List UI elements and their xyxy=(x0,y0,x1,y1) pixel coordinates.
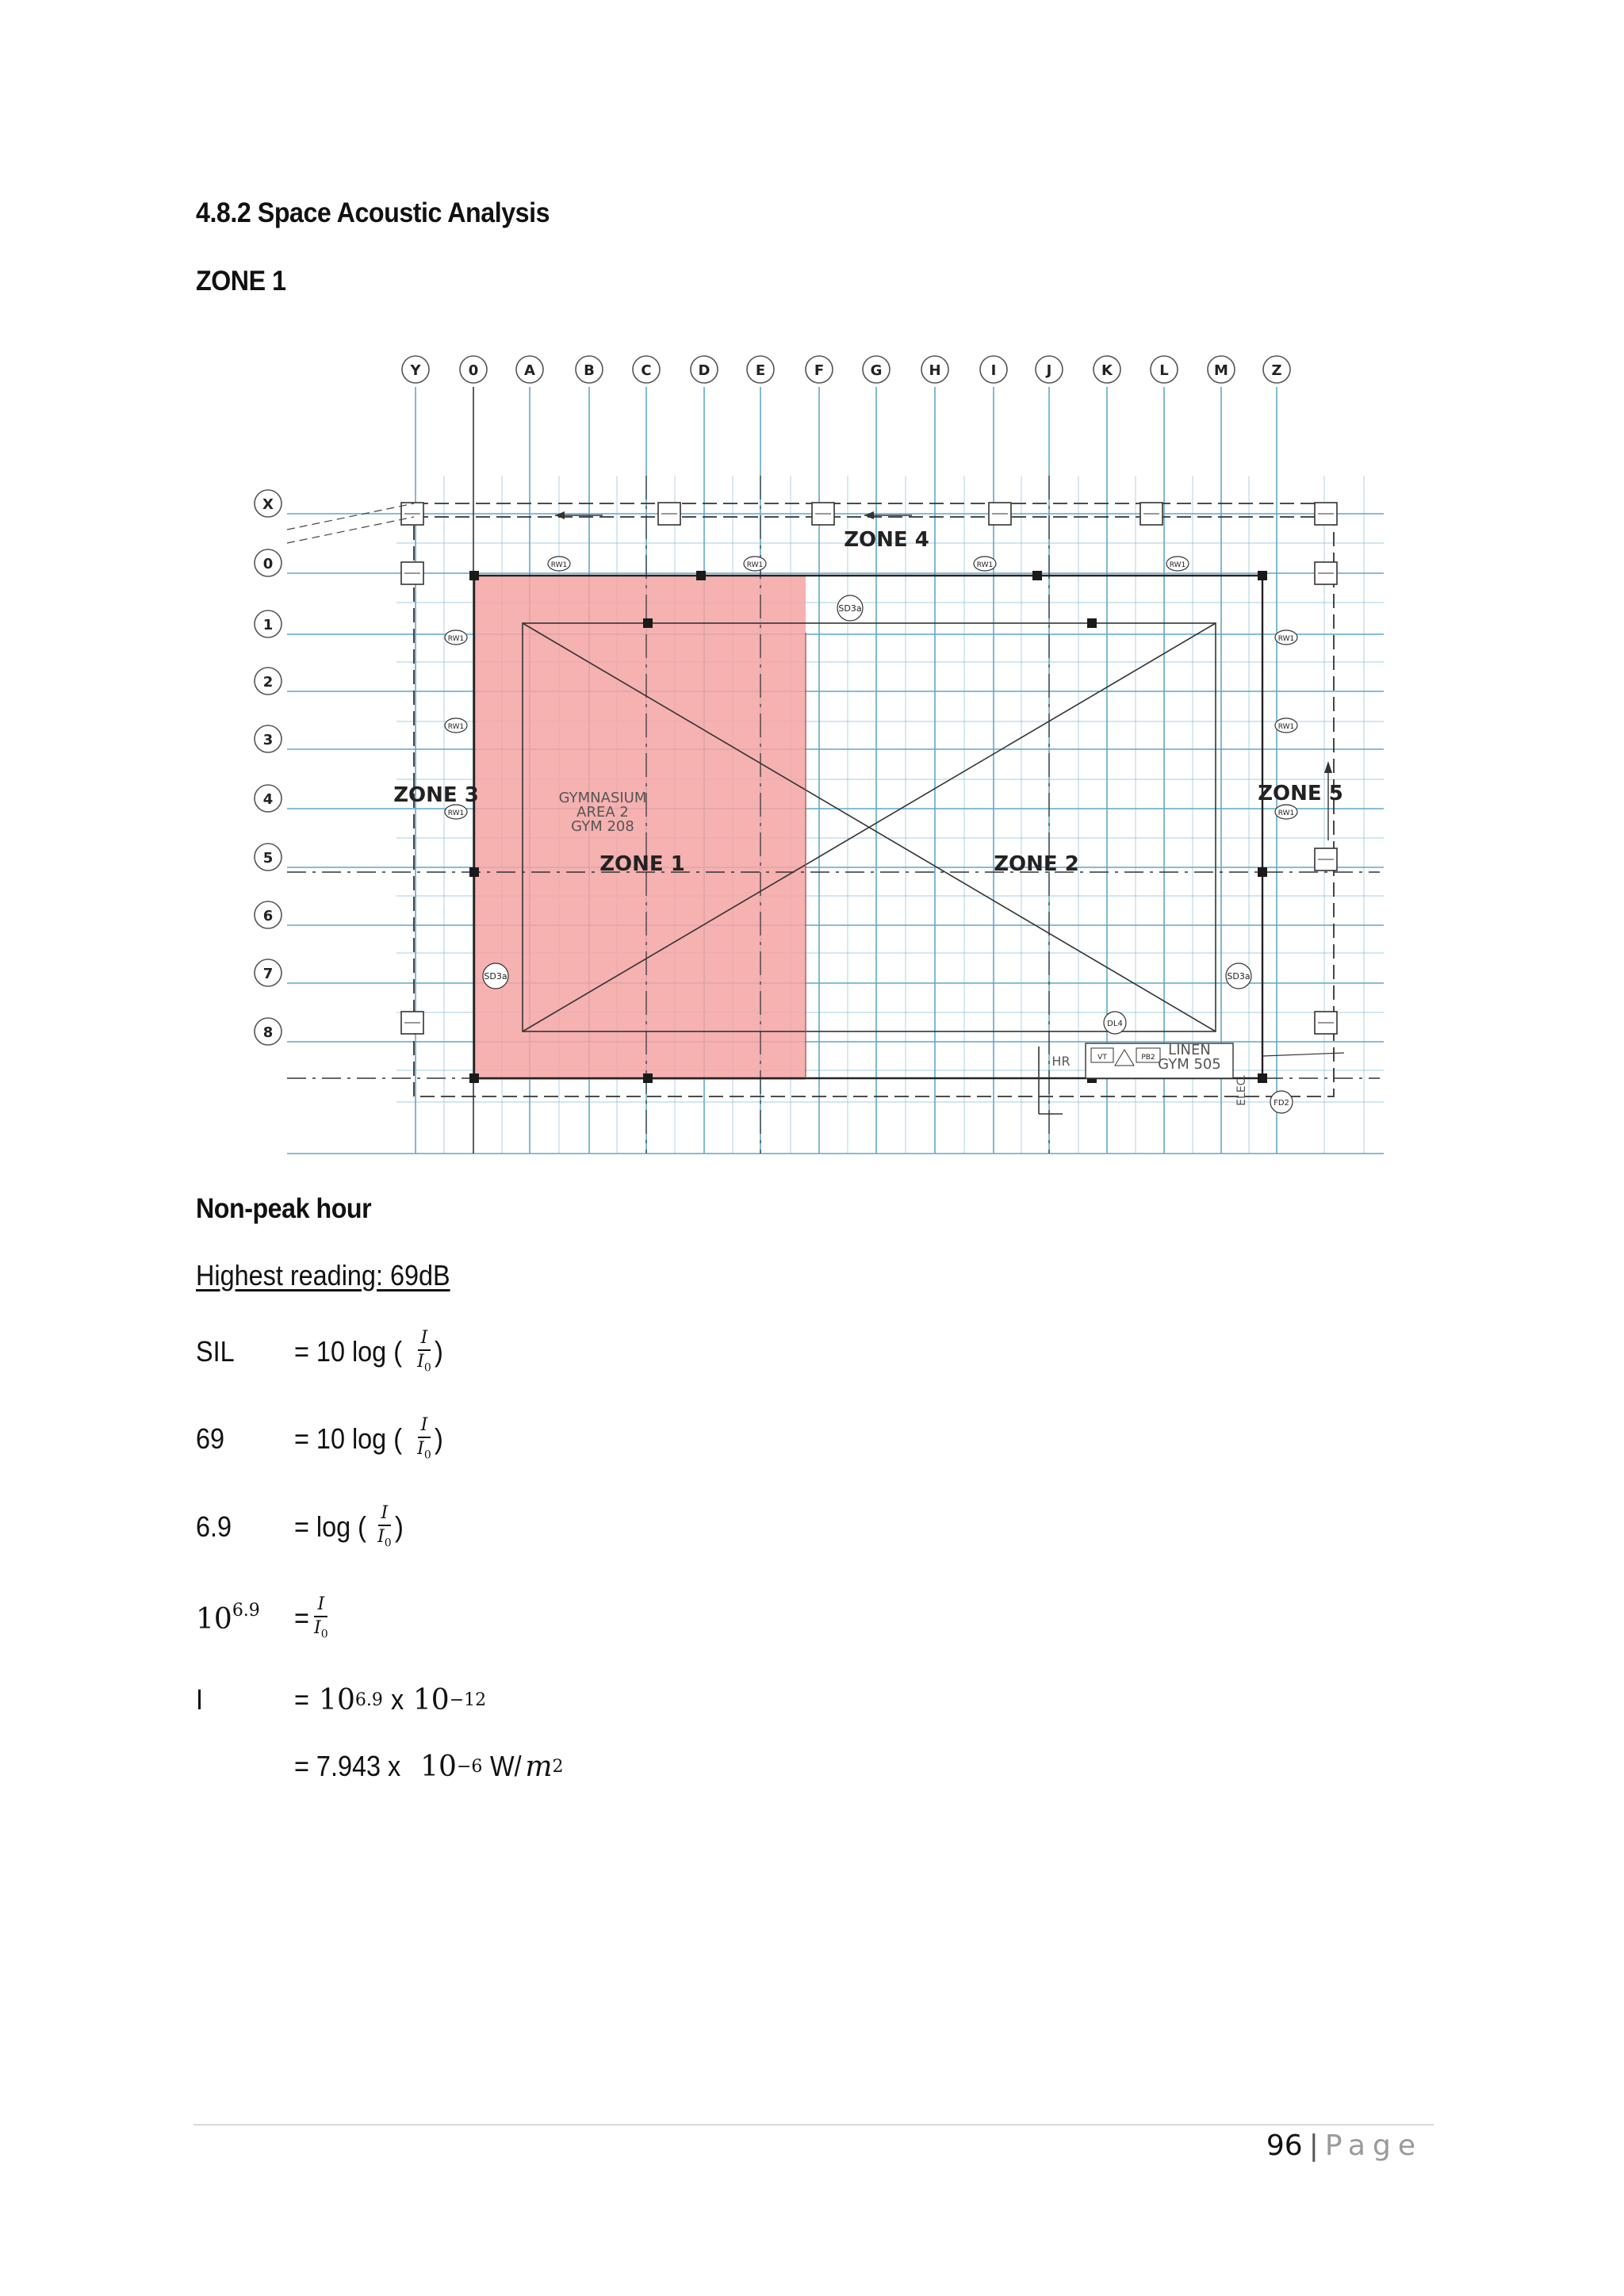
row-label: 4 xyxy=(262,791,274,808)
column-post xyxy=(696,571,706,580)
equation-row-intensity: I = 10 6.9 x 10 −12 xyxy=(196,1683,487,1716)
rw-tag-label: RW1 xyxy=(550,561,568,569)
row-label: 5 xyxy=(262,850,274,867)
leader-line xyxy=(287,517,414,543)
eq-label-power: $10^{6.9}$ xyxy=(196,1601,260,1636)
zone-label-zone2: ZONE 2 xyxy=(994,852,1079,876)
column-label: E xyxy=(755,362,766,379)
leader-line xyxy=(287,503,414,530)
eq-label-sil: SIL xyxy=(196,1335,235,1368)
flow-arrow-head xyxy=(1324,761,1332,773)
result-value: = 7.943 x xyxy=(294,1750,401,1782)
plan-grid xyxy=(287,387,1384,1154)
fraction-i-over-i0: $\frac{I}{I_0}$ xyxy=(417,1328,431,1375)
zone1-highlight xyxy=(474,576,806,1080)
column-post xyxy=(1258,1073,1267,1083)
flow-arrow-head xyxy=(864,511,874,519)
analysis-title: Non-peak hour xyxy=(196,1193,372,1224)
zone-label-zone4: ZONE 4 xyxy=(844,528,929,552)
rw-tag-label: RW1 xyxy=(976,561,994,569)
column-label: Z xyxy=(1271,362,1282,379)
elec-label: ELEC. xyxy=(1235,1074,1248,1106)
dl-tag-label: DL4 xyxy=(1107,1020,1123,1028)
vt-label: VT xyxy=(1097,1054,1107,1062)
column-post xyxy=(1258,867,1267,877)
highest-reading: Highest reading: 69dB xyxy=(196,1259,450,1292)
fraction-i-over-i0: $\frac{I}{I_0}$ xyxy=(314,1594,328,1641)
column-post xyxy=(469,1073,479,1083)
column-post xyxy=(643,618,653,628)
row-label: 0 xyxy=(262,556,274,572)
zone-label-zone1: ZONE 1 xyxy=(599,852,685,876)
equation-row-result: = 7.943 x 10 −6 W/ m 2 xyxy=(294,1750,564,1783)
eq-label-69: 69 xyxy=(196,1422,225,1455)
column-label: F xyxy=(814,362,825,379)
hr-label: HR xyxy=(1051,1054,1071,1069)
rw-tag-label: RW1 xyxy=(1277,809,1295,817)
column-label: B xyxy=(584,362,595,379)
sd-tag-label: SD3a xyxy=(484,971,508,982)
rw-tag-label: RW1 xyxy=(447,809,465,817)
sd-tag-label: SD3a xyxy=(838,603,862,614)
row-label: 6 xyxy=(262,908,274,924)
rw-tag-label: RW1 xyxy=(1169,561,1186,569)
row-label: 7 xyxy=(262,966,274,982)
leader-line xyxy=(1262,1053,1344,1056)
linen-label: GYM 505 xyxy=(1158,1056,1221,1073)
column-post xyxy=(643,1073,653,1083)
row-label: 8 xyxy=(262,1024,274,1041)
section-heading: 4.8.2 Space Acoustic Analysis xyxy=(196,197,550,228)
equation-row-69: 69 = 10 log ( $\frac{I}{I_0}$ ) xyxy=(196,1415,443,1462)
flow-arrow-head xyxy=(555,511,565,519)
zone-label-zone3: ZONE 3 xyxy=(393,783,479,807)
floor-plan xyxy=(238,341,1396,1165)
column-label: 0 xyxy=(468,362,479,379)
column-label: A xyxy=(524,362,535,379)
column-post xyxy=(469,867,479,877)
column-label: L xyxy=(1159,362,1169,379)
linen-label: LINEN xyxy=(1168,1042,1211,1058)
row-label: X xyxy=(262,496,274,513)
zone-label-zone5: ZONE 5 xyxy=(1258,782,1343,806)
zone-title: ZONE 1 xyxy=(196,266,286,297)
eq-prefix: = 10 log ( xyxy=(294,1334,402,1368)
column-post xyxy=(469,571,479,580)
pb-label: PB2 xyxy=(1141,1054,1155,1062)
column-label: D xyxy=(698,362,710,379)
rw-tag-label: RW1 xyxy=(1277,723,1295,731)
room-label: AREA 2 xyxy=(576,804,629,821)
eq-label-i: I xyxy=(196,1683,204,1716)
fraction-i-over-i0: $\frac{I}{I_0}$ xyxy=(377,1503,392,1550)
rw-tag-label: RW1 xyxy=(447,635,465,643)
fd-tag-label: FD2 xyxy=(1274,1099,1289,1108)
page-number: 96 | Page xyxy=(1266,2130,1423,2162)
column-label: J xyxy=(1046,362,1052,379)
eq-label-6-9: 6.9 xyxy=(196,1510,232,1543)
column-label: H xyxy=(929,362,941,379)
row-label: 1 xyxy=(262,617,274,633)
equation-row-sil: SIL = 10 log ( $\frac{I}{I_0}$ ) xyxy=(196,1328,443,1375)
row-label: 3 xyxy=(262,732,274,748)
column-post xyxy=(1258,571,1267,580)
column-label: G xyxy=(870,362,883,379)
room-label: GYMNASIUM xyxy=(558,790,647,806)
plan-structure xyxy=(287,387,1380,1154)
column-label: M xyxy=(1214,362,1228,379)
column-label: C xyxy=(641,362,652,379)
row-label: 2 xyxy=(262,674,274,691)
equation-row-6-9: 6.9 = log ( $\frac{I}{I_0}$ ) xyxy=(196,1503,404,1550)
rw-tag-label: RW1 xyxy=(746,561,764,569)
column-label: Y xyxy=(410,362,421,379)
sd-tag-label: SD3a xyxy=(1227,971,1251,982)
column-post xyxy=(1087,618,1097,628)
equation-row-power: $10^{6.9}$ = $\frac{I}{I_0}$ xyxy=(196,1594,328,1641)
room-label: GYM 208 xyxy=(571,818,634,835)
column-post xyxy=(1032,571,1042,580)
rw-tag-label: RW1 xyxy=(1277,635,1295,643)
footer-divider xyxy=(193,2124,1434,2126)
rw-tag-label: RW1 xyxy=(447,723,465,731)
fraction-i-over-i0: $\frac{I}{I_0}$ xyxy=(417,1415,431,1462)
column-label: K xyxy=(1101,362,1113,379)
column-label: I xyxy=(990,362,997,379)
